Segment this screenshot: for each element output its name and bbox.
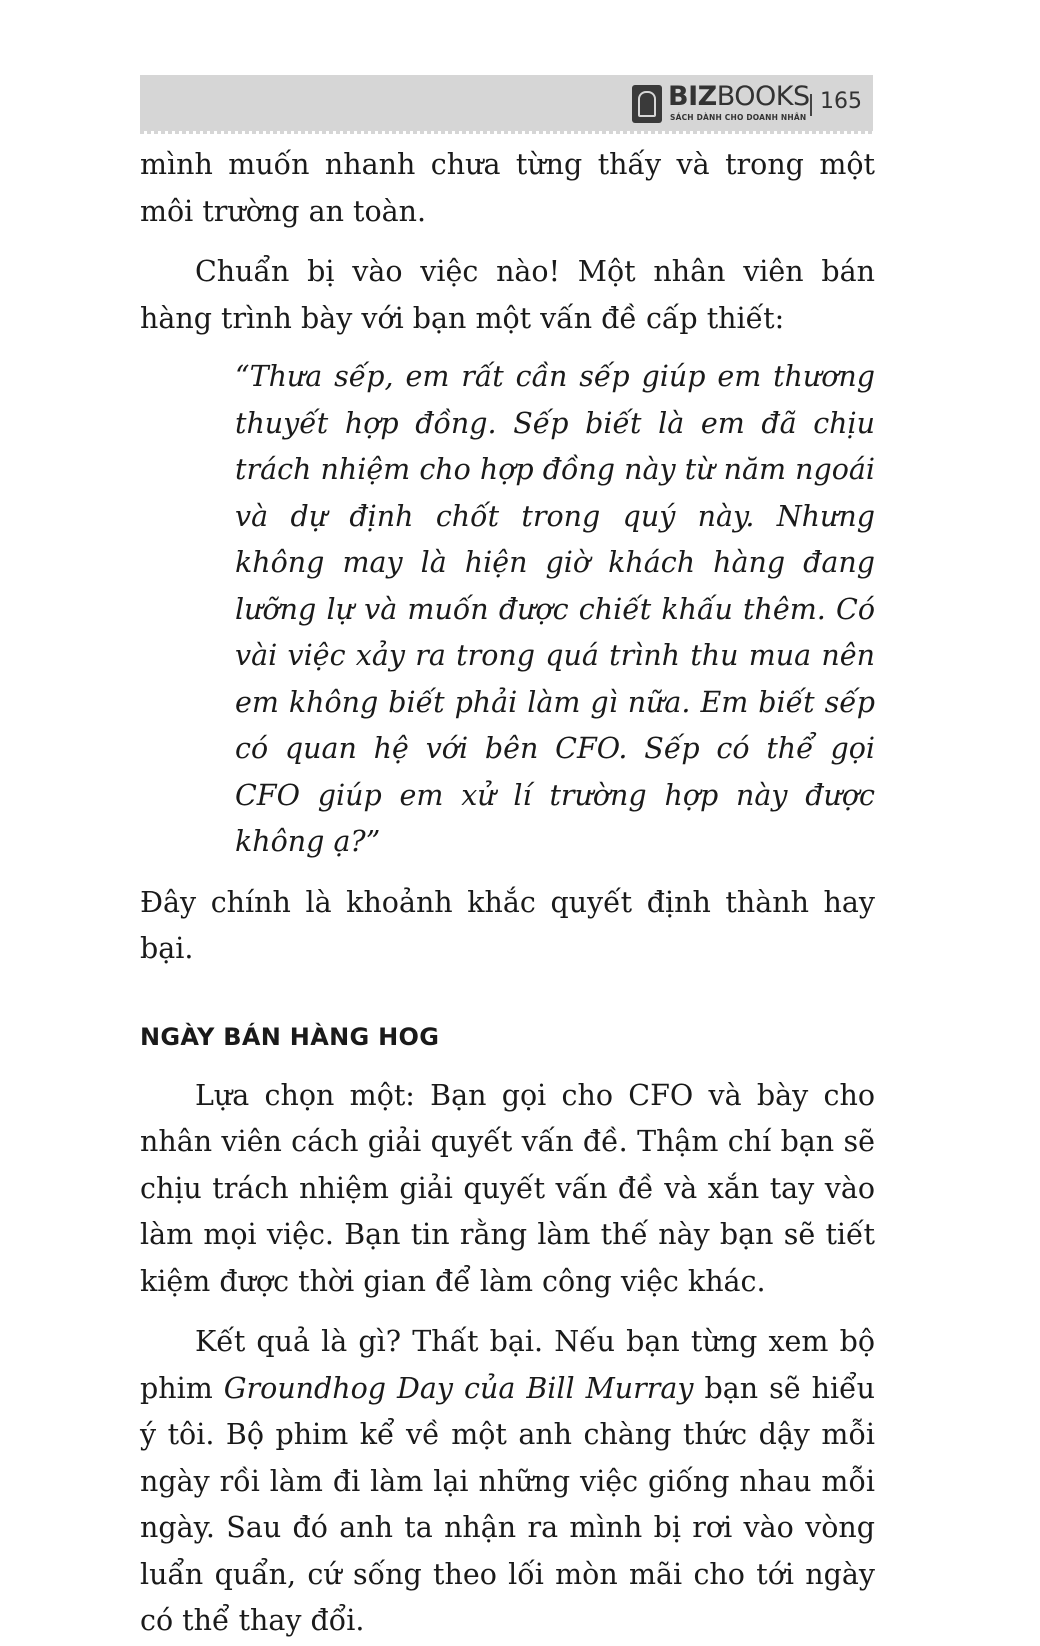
paragraph-5-end: bạn sẽ hiểu ý tôi. Bộ phim kể về một anh chàng thức dậy mỗi ngày rồi làm đi làm lại những việc giống nhau mỗi ngày. Sau đó anh ta nhận ra mình bị rơi vào vòng luẩn quẩn, cứ sống theo lối mòn mãi cho tới ngày có thể thay đổi. bbox=[140, 1371, 876, 1637]
movie-title: Groundhog Day của Bill Murray bbox=[223, 1371, 694, 1405]
section-heading: NGÀY BÁN HÀNG HOG bbox=[140, 1022, 440, 1051]
paragraph-3: Đây chính là khoảnh khắc quyết định thành hay bại. bbox=[140, 885, 875, 965]
brand-tagline: SÁCH DÀNH CHO DOANH NHÂN bbox=[670, 113, 807, 122]
paragraph-1: mình muốn nhanh chưa từng thấy và trong một môi trường an toàn. bbox=[140, 148, 875, 228]
page-number: 165 bbox=[820, 89, 862, 114]
header-divider bbox=[810, 94, 812, 116]
paragraph-2: Chuẩn bị vào việc nào! Một nhân viên bán hàng trình bày với bạn một vấn đề cấp thiết: bbox=[140, 255, 875, 335]
running-header bbox=[140, 75, 873, 131]
block-quote: “Thưa sếp, em rất cần sếp giúp em thương thuyết hợp đồng. Sếp biết là em đã chịu trách nhiệm cho hợp đồng này từ năm ngoái và dự định chốt trong quý này. Nhưng không may là hiện giờ khách hàng đang lưỡng lự và muốn được chiết khấu thêm. Có vài việc xảy ra trong quá trình thu mua nên em không biết phải làm gì nữa. Em biết sếp có quan hệ với bên CFO. Sếp có thể gọi CFO giúp em xử lí trường hợp này được không ạ?” bbox=[235, 360, 875, 858]
brand-bold: BIZ bbox=[668, 81, 717, 112]
paragraph-5 bbox=[140, 1319, 875, 1645]
page-body bbox=[140, 142, 875, 1645]
brand-thin: BOOKS bbox=[716, 81, 810, 112]
brand-name bbox=[668, 81, 810, 112]
paragraph-5-start: Kết quả là gì? Thất bại. Nếu bạn từng xem bộ phim bbox=[140, 1325, 875, 1405]
bizbooks-logo-icon bbox=[632, 85, 662, 123]
paragraph-4: Lựa chọn một: Bạn gọi cho CFO và bày cho nhân viên cách giải quyết vấn đề. Thậm chí bạn sẽ chịu trách nhiệm giải quyết vấn đề và xắn tay vào làm mọi việc. Bạn tin rằng làm thế này bạn sẽ tiết kiệm được thời gian để làm công việc khác. bbox=[140, 1078, 875, 1298]
